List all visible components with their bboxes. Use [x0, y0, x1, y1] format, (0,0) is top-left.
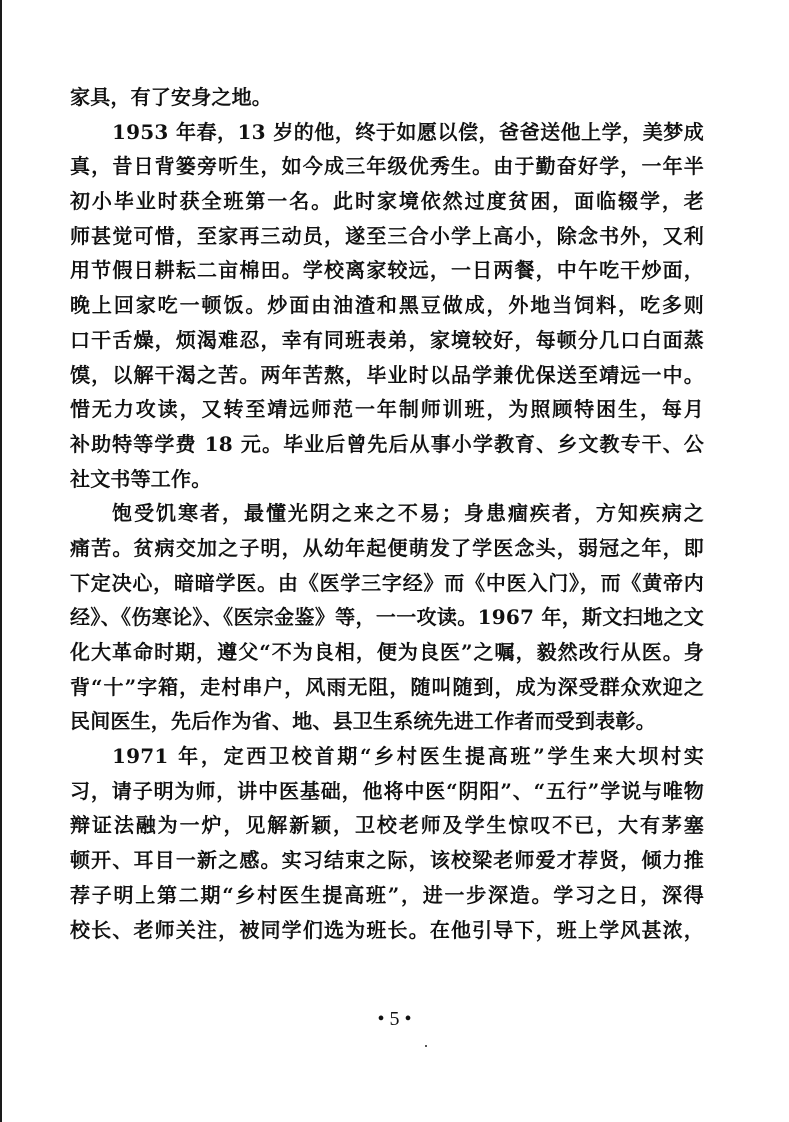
text-line: 家具，有了安身之地。	[70, 85, 272, 109]
text-line: 辩证法融为一炉，见解新颖，卫校老师及学生惊叹不已，大有茅塞	[70, 813, 704, 838]
text-line: 初小毕业时获全班第一名。此时家境依然过度贫困，面临辍学，老	[70, 189, 704, 214]
text-line: 惜无力攻读，又转至靖远师范一年制师训班，为照顾特困生，每月	[70, 397, 704, 422]
page-number: • 5 •	[377, 1008, 412, 1030]
text-line: 民间医生，先后作为省、地、县卫生系统先进工作者而受到表彰。	[70, 709, 656, 734]
text-line: 校长、老师关注，被同学们选为班长。在他引导下，班上学风甚浓，	[70, 917, 704, 942]
text-line: 补助特等学费 18 元。毕业后曾先后从事小学教育、乡文教专干、公	[70, 431, 704, 456]
text-line: 饱受饥寒者，最懂光阴之来之不易；身患痼疾者，方知疾病之	[112, 501, 704, 526]
text-line: 习，请子明为师，讲中医基础，他将中医“阴阳”、“五行”学说与唯物	[70, 778, 704, 803]
text-line: 馍，以解干渴之苦。两年苦熬，毕业时以品学兼优保送至靖远一中。	[70, 362, 704, 387]
text-line: 背“十”字箱，走村串户，风雨无阻，随叫随到，成为深受群众欢迎之	[70, 674, 704, 699]
body-text	[70, 84, 704, 951]
text-line: 社文书等工作。	[70, 466, 212, 491]
text-line: 顿开、耳目一新之感。实习结束之际，该校梁老师爱才荐贤，倾力推	[70, 848, 704, 873]
text-line: 化大革命时期，遵父“不为良相，便为良医”之嘱，毅然改行从医。身	[70, 640, 704, 664]
text-line: 经》、《伤寒论》、《医宗金鉴》等，一一攻读。1967 年，斯文扫地之文	[70, 605, 704, 630]
text-line: 荐子明上第二期“乡村医生提高班”，进一步深造。学习之日，深得	[70, 882, 704, 907]
scan-speck	[425, 1045, 427, 1047]
text-line: 下定决心，暗暗学医。由《医学三字经》而《中医入门》，而《黄帝内	[70, 570, 704, 595]
text-line: 1953 年春，13 岁的他，终于如愿以偿，爸爸送他上学，美梦成	[112, 119, 704, 144]
text-line: 师甚觉可惜，至家再三动员，遂至三合小学上高小，除念书外，又利	[70, 223, 704, 248]
text-line: 晚上回家吃一顿饭。炒面由油渣和黑豆做成，外地当饲料，吃多则	[70, 293, 704, 318]
text-line: 1971 年，定西卫校首期“乡村医生提高班”学生来大坝村实	[112, 744, 704, 769]
text-line: 真，昔日背篓旁听生，如今成三年级优秀生。由于勤奋好学，一年半	[70, 154, 704, 179]
text-line: 口干舌燥，烦渴难忍，幸有同班表弟，家境较好，每顿分几口白面蒸	[70, 327, 704, 352]
page-left-edge-rule	[0, 0, 2, 1122]
text-line: 用节假日耕耘二亩棉田。学校离家较远，一日两餐，中午吃干炒面，	[70, 258, 704, 283]
text-line: 痛苦。贫病交加之子明，从幼年起便萌发了学医念头，弱冠之年，即	[70, 535, 704, 560]
